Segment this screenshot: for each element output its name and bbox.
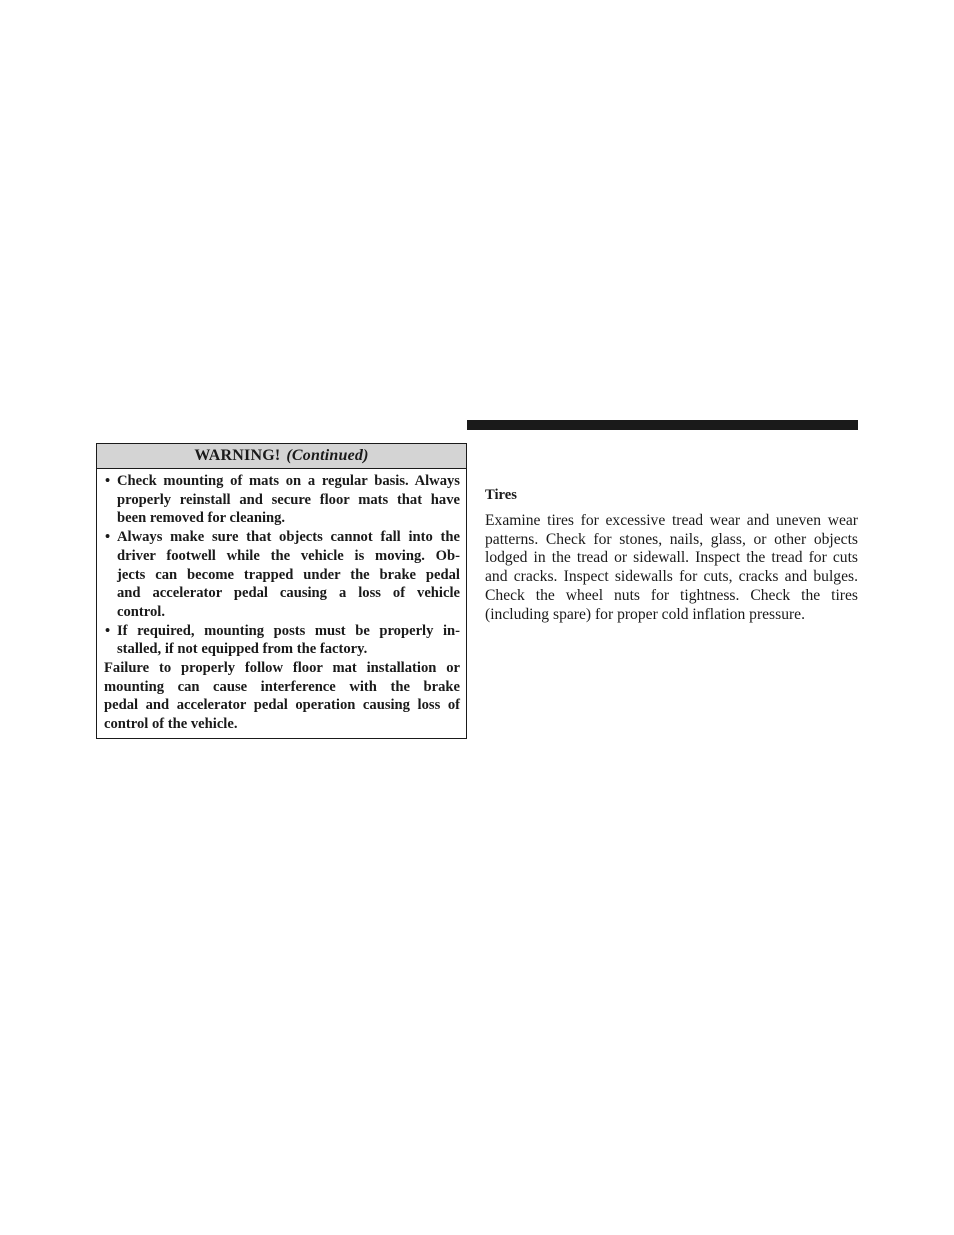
paragraph-line: patterns. Check for stones, nails, glass, or other objects bbox=[485, 530, 858, 548]
tires-paragraph bbox=[485, 512, 858, 624]
warning-list-item bbox=[104, 472, 460, 528]
bullet-icon: • bbox=[105, 529, 111, 546]
bullet-icon: • bbox=[105, 622, 111, 639]
warning-text-line: been removed for cleaning. bbox=[117, 510, 286, 527]
warning-header bbox=[97, 444, 466, 469]
warning-text-line: control of the vehicle. bbox=[104, 716, 238, 733]
warning-text-line: stalled, if not equipped from the factory. bbox=[117, 641, 368, 658]
warning-text-line: jects can become trapped under the brake pedal bbox=[117, 566, 460, 583]
warning-text-line: driver footwell while the vehicle is moving. Ob- bbox=[117, 547, 460, 564]
warning-text-line: Always make sure that objects cannot fall into the bbox=[117, 529, 460, 546]
bullet-icon: • bbox=[105, 473, 111, 489]
warning-text-line: Failure to properly follow floor mat installation or bbox=[104, 660, 460, 677]
warning-title-continued: (Continued) bbox=[286, 447, 369, 464]
warning-text-line: pedal and accelerator pedal operation causing loss of bbox=[104, 697, 460, 714]
warning-list-item bbox=[104, 528, 460, 622]
warning-body bbox=[97, 469, 466, 734]
warning-text-line: and accelerator pedal causing a loss of vehicle bbox=[117, 585, 460, 602]
paragraph-line: and cracks. Inspect sidewalls for cuts, cracks and bulges. bbox=[485, 568, 858, 586]
warning-list-item bbox=[104, 622, 460, 659]
section-heading-tires: Tires bbox=[485, 487, 517, 503]
warning-closing-text bbox=[104, 659, 460, 734]
warning-text-line: mounting can cause interference with the brake bbox=[104, 678, 460, 695]
warning-box bbox=[96, 443, 467, 739]
section-divider-bar bbox=[467, 420, 858, 430]
paragraph-line: (including spare) for proper cold inflation pressure. bbox=[485, 605, 805, 623]
warning-text-line: properly reinstall and secure floor mats that have bbox=[117, 491, 460, 508]
paragraph-line: Examine tires for excessive tread wear and uneven wear bbox=[485, 512, 858, 529]
warning-title: WARNING! bbox=[194, 447, 281, 464]
warning-text-line: If required, mounting posts must be properly in- bbox=[117, 622, 460, 639]
warning-text-line: Check mounting of mats on a regular basis. Always bbox=[117, 473, 460, 489]
paragraph-line: lodged in the tread or sidewall. Inspect the tread for cuts bbox=[485, 549, 858, 567]
warning-text-line: control. bbox=[117, 603, 165, 620]
paragraph-line: Check the wheel nuts for tightness. Check the tires bbox=[485, 586, 858, 604]
